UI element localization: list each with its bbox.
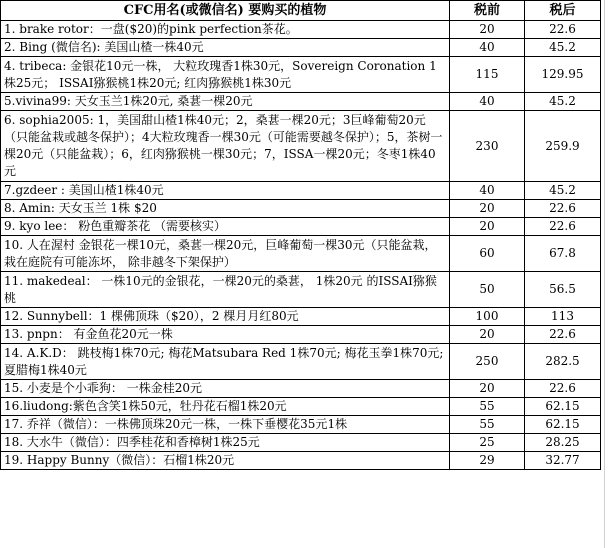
order-name-cell: 9. kyo lee： 粉色重瓣茶花 （需要核实） (1, 218, 450, 236)
pre-tax-cell: 100 (450, 308, 525, 326)
table-row (1, 21, 601, 39)
header-name: CFC用名(或微信名) 要购买的植物 (1, 1, 450, 21)
pre-tax-cell: 55 (450, 398, 525, 416)
table-row (1, 452, 601, 470)
post-tax-cell: 45.2 (525, 182, 601, 200)
order-name-cell: 1. brake rotor：一盘($20)的pink perfection茶花。 (1, 21, 450, 39)
pre-tax-cell: 40 (450, 182, 525, 200)
post-tax-cell: 282.5 (525, 344, 601, 380)
pre-tax-cell: 250 (450, 344, 525, 380)
post-tax-cell: 45.2 (525, 93, 601, 111)
post-tax-cell: 22.6 (525, 380, 601, 398)
post-tax-cell: 22.6 (525, 21, 601, 39)
post-tax-cell: 28.25 (525, 434, 601, 452)
table-row (1, 200, 601, 218)
order-name-cell: 4. tribeca: 金银花10元一株， 大粒玫瑰香1株30元，Sovereign Coronation 1株25元； ISSAI猕猴桃1株20元; 红肉猕猴桃1株30元 (1, 57, 450, 93)
order-name-cell: 16.liudong:紫色含笑1株50元，牡丹花石榴1株20元 (1, 398, 450, 416)
pre-tax-cell: 20 (450, 326, 525, 344)
post-tax-cell: 129.95 (525, 57, 601, 93)
pre-tax-cell: 115 (450, 57, 525, 93)
post-tax-cell: 62.15 (525, 416, 601, 434)
table-row (1, 380, 601, 398)
pre-tax-cell: 55 (450, 416, 525, 434)
order-name-cell: 6. sophia2005: 1，美国甜山楂1株40元；2，桑葚一棵20元；3巨峰葡萄20元（只能盆栽或越冬保护）；4大粒玫瑰香一棵30元（可能需要越冬保护）；5，茶树一棵20元（只能盆栽）；6，红肉猕猴桃一棵30元；7，ISSA一棵20元；冬枣1株40元 (1, 111, 450, 182)
table-row (1, 326, 601, 344)
table-row (1, 218, 601, 236)
order-name-cell: 2. Bing (微信名): 美国山楂一株40元 (1, 39, 450, 57)
table-row (1, 39, 601, 57)
post-tax-cell: 67.8 (525, 236, 601, 272)
pre-tax-cell: 25 (450, 434, 525, 452)
table-row (1, 111, 601, 182)
table-row (1, 398, 601, 416)
post-tax-cell: 45.2 (525, 39, 601, 57)
header-row (1, 1, 601, 21)
table-row (1, 416, 601, 434)
pre-tax-cell: 50 (450, 272, 525, 308)
sheet-gridline (604, 0, 605, 548)
pre-tax-cell: 230 (450, 111, 525, 182)
order-name-cell: 5.vivina99: 天女玉兰1株20元, 桑葚一棵20元 (1, 93, 450, 111)
pre-tax-cell: 20 (450, 218, 525, 236)
pre-tax-cell: 60 (450, 236, 525, 272)
table-row (1, 308, 601, 326)
order-name-cell: 13. pnpn： 有金鱼花20元一株 (1, 326, 450, 344)
table-row (1, 434, 601, 452)
header-pre-tax: 税前 (450, 1, 525, 21)
pre-tax-cell: 20 (450, 380, 525, 398)
post-tax-cell: 113 (525, 308, 601, 326)
order-name-cell: 14. A.K.D： 跳枝梅1株70元; 梅花Matsubara Red 1株70元; 梅花玉拳1株70元; 夏腊梅1株40元 (1, 344, 450, 380)
table-row (1, 272, 601, 308)
order-name-cell: 8. Amin: 天女玉兰 1株 $20 (1, 200, 450, 218)
table-row (1, 344, 601, 380)
order-name-cell: 7.gzdeer : 美国山楂1株40元 (1, 182, 450, 200)
post-tax-cell: 32.77 (525, 452, 601, 470)
order-name-cell: 12. Sunnybell：1 棵佛顶珠（$20），2 棵月月红80元 (1, 308, 450, 326)
order-name-cell: 10. 人在渥村 金银花一棵10元，桑葚一棵20元，巨峰葡萄一棵30元（只能盆栽， 栽在庭院有可能冻坏， 除非越冬下架保护） (1, 236, 450, 272)
order-name-cell: 11. makedeal： 一株10元的金银花，一棵20元的桑葚， 1株20元 的ISSAI猕猴桃 (1, 272, 450, 308)
header-post-tax: 税后 (525, 1, 601, 21)
post-tax-cell: 22.6 (525, 326, 601, 344)
table-row (1, 236, 601, 272)
pre-tax-cell: 20 (450, 21, 525, 39)
order-name-cell: 18. 大水牛（微信）：四季桂花和香樟树1株25元 (1, 434, 450, 452)
post-tax-cell: 259.9 (525, 111, 601, 182)
post-tax-cell: 62.15 (525, 398, 601, 416)
order-name-cell: 19. Happy Bunny（微信）：石榴1株20元 (1, 452, 450, 470)
pre-tax-cell: 40 (450, 93, 525, 111)
pre-tax-cell: 20 (450, 200, 525, 218)
order-name-cell: 17. 乔祥（微信）：一株佛顶珠20元一株，一株下垂樱花35元1株 (1, 416, 450, 434)
pre-tax-cell: 40 (450, 39, 525, 57)
pre-tax-cell: 29 (450, 452, 525, 470)
table-row (1, 182, 601, 200)
post-tax-cell: 56.5 (525, 272, 601, 308)
order-name-cell: 15. 小麦是个小乖狗： 一株金桂20元 (1, 380, 450, 398)
post-tax-cell: 22.6 (525, 200, 601, 218)
post-tax-cell: 22.6 (525, 218, 601, 236)
table-row (1, 57, 601, 93)
table-row (1, 93, 601, 111)
